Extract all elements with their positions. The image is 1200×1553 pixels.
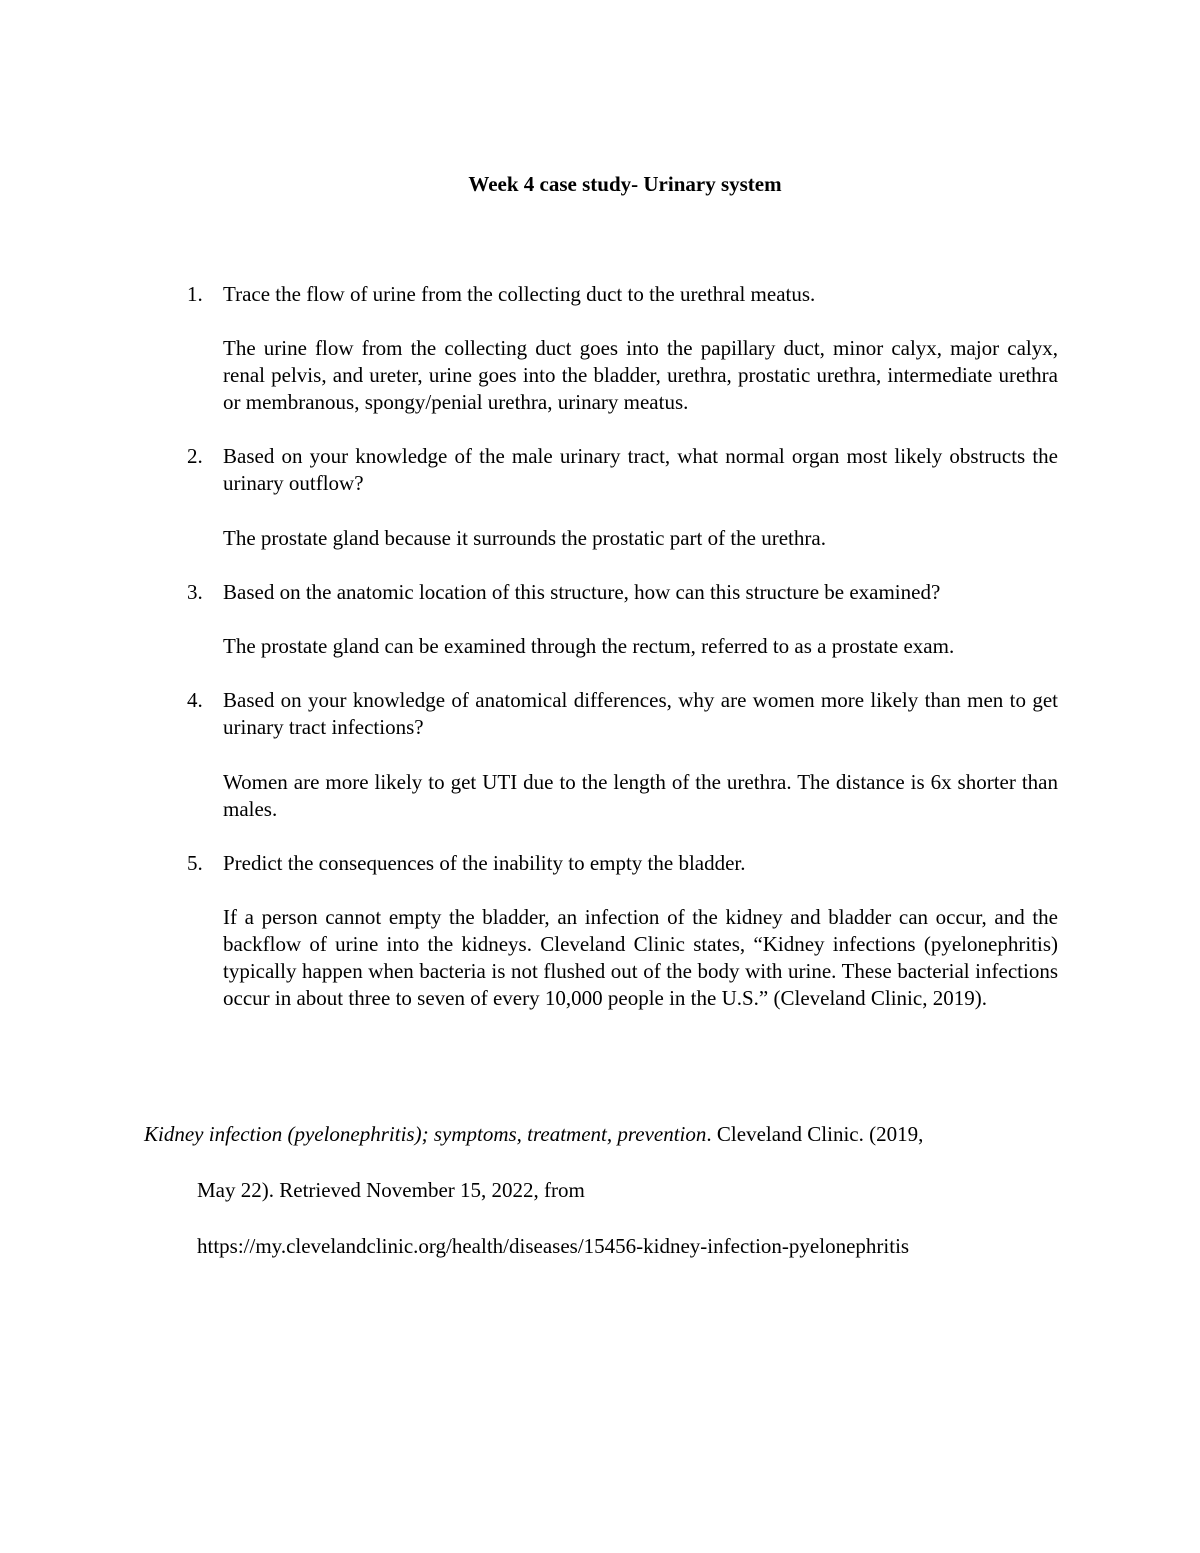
question-text: Trace the flow of urine from the collecting duct to the urethral meatus.: [223, 282, 816, 306]
answer-3: The prostate gland can be examined through the rectum, referred to as a prostate exam.: [223, 634, 955, 658]
question-2: [187, 443, 1058, 497]
reference-line-1: [144, 1120, 923, 1148]
question-text: Predict the consequences of the inability to empty the bladder.: [223, 851, 746, 875]
reference-line-2: May 22). Retrieved November 15, 2022, from: [197, 1178, 585, 1202]
question-text: Based on the anatomic location of this structure, how can this structure be examined?: [223, 580, 941, 604]
question-5: [187, 850, 1058, 877]
answer-2: The prostate gland because it surrounds the prostatic part of the urethra.: [223, 526, 826, 550]
question-number: 4.: [187, 688, 203, 712]
question-text: Based on your knowledge of the male urinary tract, what normal organ most likely obstructs the urinary outflow?: [223, 444, 1058, 495]
answer-5: If a person cannot empty the bladder, an infection of the kidney and bladder can occur, and the backflow of urine into the kidneys. Cleveland Clinic states, “Kidney infections (pyelonephritis) typically happen when bacteria is not flushed out of the body with urine. These bacterial infections occur in about three to seven of every 10,000 people in the U.S.” (Cleveland Clinic, 2019).: [223, 905, 1058, 1010]
question-number: 2.: [187, 444, 203, 468]
answer-1: The urine flow from the collecting duct goes into the papillary duct, minor calyx, major calyx, renal pelvis, and ureter, urine goes into the bladder, urethra, prostatic urethra, intermediate urethra or membranous, spongy/penial urethra, urinary meatus.: [223, 336, 1058, 414]
answer-4: Women are more likely to get UTI due to the length of the urethra. The distance is 6x shorter than males.: [223, 770, 1058, 821]
question-4: [187, 687, 1058, 741]
reference-url[interactable]: https://my.clevelandclinic.org/health/diseases/15456-kidney-infection-pyelonephritis: [197, 1234, 910, 1258]
document-title: Week 4 case study- Urinary system: [468, 172, 782, 196]
question-number: 3.: [187, 580, 203, 604]
question-text: Based on your knowledge of anatomical differences, why are women more likely than men to get urinary tract infections?: [223, 688, 1058, 739]
question-3: [187, 579, 1058, 606]
reference-publisher-date: . Cleveland Clinic. (2019,: [706, 1122, 924, 1146]
question-number: 5.: [187, 851, 203, 875]
question-1: [187, 281, 1058, 308]
question-number: 1.: [187, 282, 203, 306]
reference-title: Kidney infection (pyelonephritis); symptoms, treatment, prevention: [144, 1122, 707, 1146]
